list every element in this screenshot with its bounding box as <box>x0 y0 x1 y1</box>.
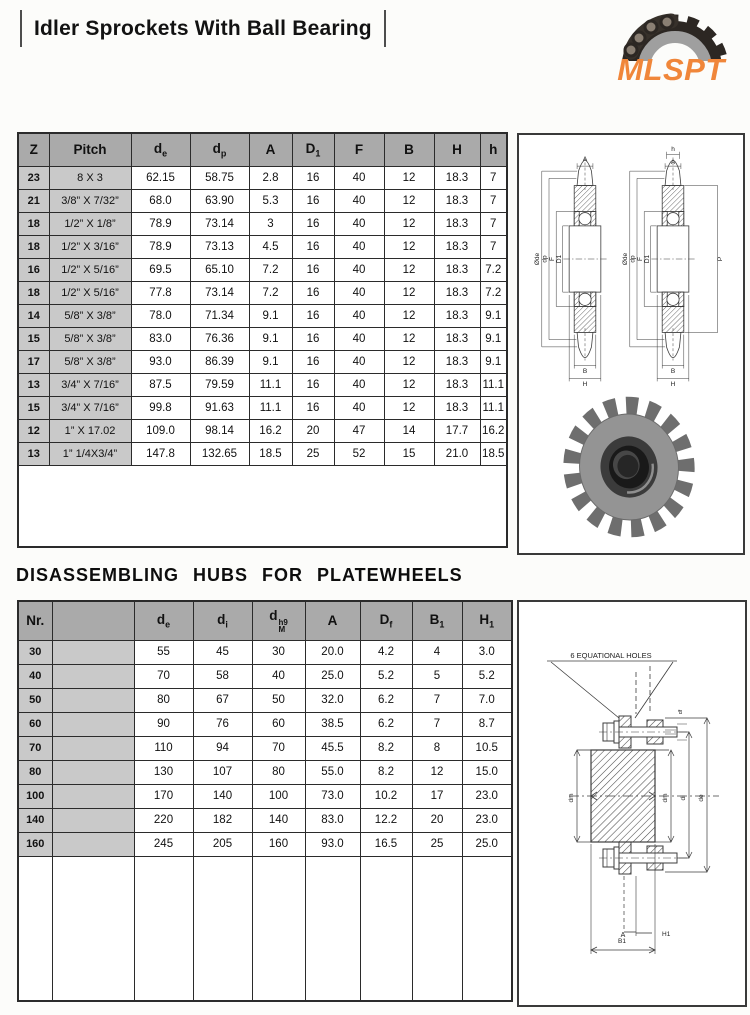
cell: 40 <box>334 166 384 189</box>
cell: 40 <box>334 373 384 396</box>
cell: 3/8” X 7/32” <box>49 189 131 212</box>
cell: 1” X 17.02 <box>49 419 131 442</box>
cell <box>52 832 134 856</box>
cell: 12 <box>384 327 434 350</box>
cell: 93.0 <box>305 832 360 856</box>
empty-row <box>18 465 507 547</box>
cell: 79.59 <box>190 373 249 396</box>
cell: 40 <box>252 664 305 688</box>
dim-label-df: df <box>678 709 684 715</box>
cell: 5 <box>412 664 462 688</box>
cell: 8.2 <box>360 736 412 760</box>
cell: 40 <box>334 235 384 258</box>
cell: 15 <box>18 396 49 419</box>
cell: 205 <box>193 832 252 856</box>
cell <box>52 760 134 784</box>
cell: 50 <box>18 688 52 712</box>
cell: 18.5 <box>249 442 292 465</box>
cell: 38.5 <box>305 712 360 736</box>
column-header: A <box>249 133 292 166</box>
cell: 86.39 <box>190 350 249 373</box>
cell: 5/8” X 3/8” <box>49 327 131 350</box>
cell: 3/4” X 7/16” <box>49 396 131 419</box>
dim-label-de: Øde <box>622 252 629 266</box>
cell: 40 <box>18 664 52 688</box>
cell: 107 <box>193 760 252 784</box>
column-header: $d_e$ <box>131 133 190 166</box>
column-header: Z <box>18 133 49 166</box>
cell: 170 <box>134 784 193 808</box>
cell: 58 <box>193 664 252 688</box>
cell: 45.5 <box>305 736 360 760</box>
cell: 16.2 <box>249 419 292 442</box>
table-row <box>18 350 507 373</box>
cell: 1” 1/4X3/4” <box>49 442 131 465</box>
cell: 18.3 <box>434 235 480 258</box>
cell: 70 <box>18 736 52 760</box>
cell: 77.8 <box>131 281 190 304</box>
cell: 18.3 <box>434 373 480 396</box>
table-row <box>18 712 512 736</box>
cell <box>52 664 134 688</box>
cell: 60 <box>252 712 305 736</box>
page-header <box>20 10 386 47</box>
cell: 73.14 <box>190 212 249 235</box>
table-row <box>18 688 512 712</box>
cell: 14 <box>18 304 49 327</box>
sprocket-drawing-panel <box>517 133 745 555</box>
cell: 60 <box>18 712 52 736</box>
dim-label-D1: D1 <box>644 254 651 264</box>
cell: 8 X 3 <box>49 166 131 189</box>
header-row <box>18 133 507 166</box>
cell: 73.0 <box>305 784 360 808</box>
cell: 78.9 <box>131 235 190 258</box>
cell: 25 <box>292 442 334 465</box>
cell: 23.0 <box>462 808 512 832</box>
cell: 3/4” X 7/16” <box>49 373 131 396</box>
cell: 4 <box>412 640 462 664</box>
cell: 99.8 <box>131 396 190 419</box>
table-row <box>18 304 507 327</box>
dim-label-A: A <box>620 932 626 939</box>
cell: 16 <box>18 258 49 281</box>
column-header: F <box>334 133 384 166</box>
cell: 40 <box>334 212 384 235</box>
cell: 7.2 <box>480 281 507 304</box>
cell: 16 <box>292 212 334 235</box>
cell: 11.1 <box>249 373 292 396</box>
cell: 70 <box>252 736 305 760</box>
dim-label-H: H <box>670 381 676 388</box>
cell: 7 <box>412 688 462 712</box>
cell: 7 <box>480 212 507 235</box>
dim-label-de: de <box>698 794 705 802</box>
column-header: A <box>305 601 360 640</box>
cell: 12 <box>384 373 434 396</box>
cell: 6.2 <box>360 688 412 712</box>
cell: 68.0 <box>131 189 190 212</box>
cell: 30 <box>18 640 52 664</box>
cell: 12 <box>384 304 434 327</box>
holes-callout-label: 6 EQUATIONAL HOLES <box>570 651 652 660</box>
cell: 71.34 <box>190 304 249 327</box>
cell: 13 <box>18 442 49 465</box>
cell: 100 <box>252 784 305 808</box>
cell: 1/2” X 1/8” <box>49 212 131 235</box>
column-header: $D_1$ <box>292 133 334 166</box>
cell: 9.1 <box>480 350 507 373</box>
column-header: $d_e$ <box>134 601 193 640</box>
dim-label-de: Øde <box>534 252 541 266</box>
cell: 16 <box>292 235 334 258</box>
cell: 40 <box>334 258 384 281</box>
cell: 18.5 <box>480 442 507 465</box>
cell: 25 <box>412 832 462 856</box>
cell: 12.2 <box>360 808 412 832</box>
table-row <box>18 419 507 442</box>
cell: 69.5 <box>131 258 190 281</box>
cell: 12 <box>384 258 434 281</box>
cell: 245 <box>134 832 193 856</box>
cell: 5.3 <box>249 189 292 212</box>
cell: 21.0 <box>434 442 480 465</box>
column-header: B <box>384 133 434 166</box>
cell: 25.0 <box>462 832 512 856</box>
cell: 109.0 <box>131 419 190 442</box>
cell: 30 <box>252 640 305 664</box>
cell: 16 <box>292 373 334 396</box>
hub-table <box>17 600 513 1002</box>
cell: 47 <box>334 419 384 442</box>
cell: 16.2 <box>480 419 507 442</box>
cell: 12 <box>384 235 434 258</box>
cell: 7 <box>480 189 507 212</box>
dim-label-dp: dp <box>541 255 549 263</box>
column-header: $D_f$ <box>360 601 412 640</box>
table-row <box>18 808 512 832</box>
cell: 16 <box>292 258 334 281</box>
brand-name: MLSPT <box>617 52 725 87</box>
cell <box>52 784 134 808</box>
cell: 220 <box>134 808 193 832</box>
cell: 18.3 <box>434 350 480 373</box>
cell: 12 <box>384 166 434 189</box>
cell: 14 <box>384 419 434 442</box>
cell: 11.1 <box>480 396 507 419</box>
cell: 160 <box>252 832 305 856</box>
cell: 58.75 <box>190 166 249 189</box>
cell: 18.3 <box>434 396 480 419</box>
cell: 7 <box>480 166 507 189</box>
cell: 3.0 <box>462 640 512 664</box>
table-row <box>18 258 507 281</box>
cell: 8.7 <box>462 712 512 736</box>
cell: 16 <box>292 327 334 350</box>
table-row <box>18 760 512 784</box>
cell: 9.1 <box>480 327 507 350</box>
table-row <box>18 640 512 664</box>
cell: 7.2 <box>480 258 507 281</box>
cell: 7.0 <box>462 688 512 712</box>
cell: 98.14 <box>190 419 249 442</box>
cell: 80 <box>252 760 305 784</box>
column-header: $B_1$ <box>412 601 462 640</box>
cell: 130 <box>134 760 193 784</box>
dim-label-H1: H1 <box>662 931 671 938</box>
column-header: $H_1$ <box>462 601 512 640</box>
dim-label-B: B <box>670 368 676 375</box>
cell: 12 <box>18 419 49 442</box>
cell: 11.1 <box>249 396 292 419</box>
cell: 18.3 <box>434 212 480 235</box>
cell: 18.3 <box>434 304 480 327</box>
cell: 17 <box>412 784 462 808</box>
dim-label-P: P <box>717 256 724 262</box>
table-row <box>18 396 507 419</box>
cell: 87.5 <box>131 373 190 396</box>
cell: 5.2 <box>360 664 412 688</box>
cell: 8.2 <box>360 760 412 784</box>
dim-label-B1: B1 <box>618 938 626 945</box>
cell: 18.3 <box>434 258 480 281</box>
cell: 18 <box>18 212 49 235</box>
sprocket-table <box>17 132 508 548</box>
dim-label-B: B <box>582 368 588 375</box>
cell: 10.5 <box>462 736 512 760</box>
brand-logo <box>601 6 741 85</box>
cell: 32.0 <box>305 688 360 712</box>
cell: 23.0 <box>462 784 512 808</box>
table-row <box>18 212 507 235</box>
cell: 5/8” X 3/8” <box>49 304 131 327</box>
table-row <box>18 442 507 465</box>
cell: 67 <box>193 688 252 712</box>
table-row <box>18 189 507 212</box>
cell: 9.1 <box>480 304 507 327</box>
cell <box>52 640 134 664</box>
cell: 3 <box>249 212 292 235</box>
cell: 18 <box>18 281 49 304</box>
empty-row <box>18 856 512 1001</box>
cell: 78.9 <box>131 212 190 235</box>
cell: 12 <box>412 760 462 784</box>
cell: 20.0 <box>305 640 360 664</box>
cell: 40 <box>334 304 384 327</box>
cell: 12 <box>384 212 434 235</box>
column-header: $d_p$ <box>190 133 249 166</box>
dim-label-F: F <box>549 257 556 261</box>
table-row <box>18 235 507 258</box>
hub-cross-section-drawing <box>519 602 741 1001</box>
cell: 80 <box>18 760 52 784</box>
cell: 80 <box>134 688 193 712</box>
cell: 7 <box>480 235 507 258</box>
column-header: Nr. <box>18 601 52 640</box>
dim-label-dm: dm <box>662 793 669 803</box>
table-row <box>18 281 507 304</box>
cell: 40 <box>334 281 384 304</box>
cell: 93.0 <box>131 350 190 373</box>
cell: 9.1 <box>249 350 292 373</box>
cell: 16 <box>292 350 334 373</box>
cell: 65.10 <box>190 258 249 281</box>
cell: 15 <box>384 442 434 465</box>
dim-label-H: H <box>582 381 588 388</box>
cell: 40 <box>334 350 384 373</box>
sprocket-cross-section-drawing <box>519 135 739 549</box>
cell: 12 <box>384 350 434 373</box>
cell: 25.0 <box>305 664 360 688</box>
cell: 18 <box>18 235 49 258</box>
column-header <box>52 601 134 640</box>
cell: 17 <box>18 350 49 373</box>
cell: 18.3 <box>434 327 480 350</box>
table-row <box>18 664 512 688</box>
cell: 11.1 <box>480 373 507 396</box>
cell: 1/2” X 3/16” <box>49 235 131 258</box>
cell: 1/2” X 5/16” <box>49 281 131 304</box>
dim-label-A: A <box>582 156 588 163</box>
sprocket-photo <box>564 398 694 535</box>
cell: 83.0 <box>305 808 360 832</box>
cell: 12 <box>384 281 434 304</box>
cell: 15.0 <box>462 760 512 784</box>
table-row <box>18 327 507 350</box>
cell: 5.2 <box>462 664 512 688</box>
cell: 5/8” X 3/8” <box>49 350 131 373</box>
cell: 83.0 <box>131 327 190 350</box>
cell: 91.63 <box>190 396 249 419</box>
dim-label-dp: dp <box>629 255 637 263</box>
cell: 13 <box>18 373 49 396</box>
header-row <box>18 601 512 640</box>
column-header: H <box>434 133 480 166</box>
cell: 16 <box>292 281 334 304</box>
cell: 132.65 <box>190 442 249 465</box>
table-row <box>18 832 512 856</box>
cell: 182 <box>193 808 252 832</box>
cell: 18.3 <box>434 189 480 212</box>
cell: 94 <box>193 736 252 760</box>
cell: 10.2 <box>360 784 412 808</box>
page-title: Idler Sprockets With Ball Bearing <box>34 17 372 40</box>
cell: 9.1 <box>249 304 292 327</box>
dim-label-dm: dm <box>568 793 575 803</box>
cell: 73.13 <box>190 235 249 258</box>
cell: 55 <box>134 640 193 664</box>
cell <box>52 688 134 712</box>
cell: 2.8 <box>249 166 292 189</box>
cell: 21 <box>18 189 49 212</box>
cell: 55.0 <box>305 760 360 784</box>
cell: 4.2 <box>360 640 412 664</box>
cell <box>52 808 134 832</box>
cell: 20 <box>412 808 462 832</box>
dim-label-F: F <box>637 257 644 261</box>
dim-label-h: h <box>671 146 675 153</box>
cell: 52 <box>334 442 384 465</box>
cell: 16 <box>292 304 334 327</box>
cell: 7.2 <box>249 258 292 281</box>
cell: 110 <box>134 736 193 760</box>
cell: 18.3 <box>434 166 480 189</box>
cell: 15 <box>18 327 49 350</box>
cell: 160 <box>18 832 52 856</box>
cell <box>52 712 134 736</box>
cell: 40 <box>334 327 384 350</box>
cell: 12 <box>384 396 434 419</box>
dim-label-di: di <box>680 795 687 801</box>
dim-label-A: A <box>670 159 676 166</box>
table-row <box>18 373 507 396</box>
cell: 140 <box>252 808 305 832</box>
cell: 100 <box>18 784 52 808</box>
table-row <box>18 736 512 760</box>
cell: 7 <box>412 712 462 736</box>
cell: 16 <box>292 189 334 212</box>
cell: 23 <box>18 166 49 189</box>
cell: 8 <box>412 736 462 760</box>
cell: 73.14 <box>190 281 249 304</box>
table-row <box>18 784 512 808</box>
cell: 70 <box>134 664 193 688</box>
cell: 6.2 <box>360 712 412 736</box>
cell: 50 <box>252 688 305 712</box>
cell: 40 <box>334 396 384 419</box>
cell: 140 <box>18 808 52 832</box>
column-header: h <box>480 133 507 166</box>
title-rule-right <box>384 10 386 47</box>
cell: 90 <box>134 712 193 736</box>
cell: 45 <box>193 640 252 664</box>
cell: 78.0 <box>131 304 190 327</box>
cell: 147.8 <box>131 442 190 465</box>
cell: 76.36 <box>190 327 249 350</box>
section-title-hubs: DISASSEMBLING HUBS FOR PLATEWHEELS <box>16 565 463 585</box>
cell: 9.1 <box>249 327 292 350</box>
cell: 63.90 <box>190 189 249 212</box>
column-header: $d_i$ <box>193 601 252 640</box>
column-header: d h9 M <box>252 601 305 640</box>
cell: 40 <box>334 189 384 212</box>
cell: 4.5 <box>249 235 292 258</box>
column-header: Pitch <box>49 133 131 166</box>
cell: 76 <box>193 712 252 736</box>
cell: 18.3 <box>434 281 480 304</box>
cell: 140 <box>193 784 252 808</box>
cell <box>52 736 134 760</box>
cell: 17.7 <box>434 419 480 442</box>
cell: 20 <box>292 419 334 442</box>
cell: 7.2 <box>249 281 292 304</box>
cell: 16.5 <box>360 832 412 856</box>
cell: 12 <box>384 189 434 212</box>
cell: 16 <box>292 166 334 189</box>
table-row <box>18 166 507 189</box>
cell: 1/2” X 5/16” <box>49 258 131 281</box>
dim-label-D1: D1 <box>556 254 563 264</box>
cell: 62.15 <box>131 166 190 189</box>
hub-drawing-panel <box>517 600 747 1007</box>
cell: 16 <box>292 396 334 419</box>
